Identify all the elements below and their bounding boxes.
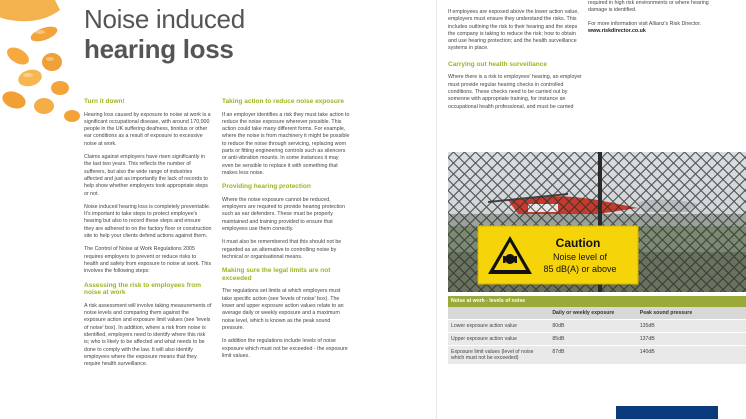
table-header-row	[448, 307, 746, 320]
sign-line-2: Noise level of	[552, 252, 608, 262]
paragraph: Where there is a risk to employees' hearing, an employer must provide regular hearing checks in controlled conditions. These checks need to be carried out by someone with appropriate training, for instance an occupational health professional, and must be carried	[448, 74, 582, 110]
paragraph: If an employer identifies a risk they must take action to reduce the noise exposure wherever possible. This action could take many different forms. For example, where the noise is from machinery it might be possible to reduce the noise through servicing, replacing worn parts or fitting engineering controls such as silencers or anti-vibration mounts. In some instances it may even be sensible to replace it with something that makes less noise.	[222, 111, 350, 176]
title-line-2: hearing loss	[84, 34, 234, 64]
table-cell: 80dB	[552, 323, 565, 329]
heading-assessing-risk: Assessing the risk to employees from noise at work	[84, 281, 202, 297]
heading-turn-it-down: Turn it down!	[84, 98, 125, 105]
table-row	[448, 346, 746, 365]
table-cell: 140dB	[639, 349, 655, 355]
heading-health-surveillance: Carrying out health surveillance	[448, 60, 547, 68]
table-cell: 137dB	[639, 336, 655, 342]
paragraph: The Control of Noise at Work Regulations 2005 requires employers to prevent or reduce risks to health and safety from exposure to noise at work. This involves the following steps:	[84, 246, 212, 275]
table-cell: 135dB	[639, 323, 655, 329]
riskdirector-link[interactable]: www.riskdirector.co.uk	[588, 27, 646, 34]
heading-taking-action: Taking action to reduce noise exposure	[222, 98, 344, 105]
paragraph: Where the noise exposure cannot be reduced, employers are required to provide hearing protection such as ear defenders. These must be properly maintained and training provided to ensure that employees use them correctly.	[222, 196, 346, 233]
page-fold	[436, 0, 437, 419]
earplugs-image	[0, 0, 80, 125]
column-3	[448, 9, 586, 117]
table-header-cell: Daily or weekly exposure	[552, 310, 615, 316]
caution-sign	[478, 226, 638, 284]
caution-sign-photo	[448, 152, 746, 292]
paragraph: If employees are exposed above the lower action value, employers must ensure they understand the risks. This includes outlining the risk to their hearing and the steps the company is taking to reduce the risk; how to obtain and use hearing protection; and the health surveillance systems in place.	[448, 9, 579, 52]
fence-photo	[448, 152, 746, 292]
column-1	[84, 98, 212, 374]
heading-legal-limits: Making sure the legal limits are not exceeded	[222, 267, 331, 282]
paragraph: A risk assessment will involve taking measurements of noise levels and comparing them against the exposure action and exposure limit values (see 'levels of noise' box). In addition, where a risk from noise is identified, employers need to identify where this risk is; who is likely to be affected and what needs to be done to comply with the law. It will also identify employees where the exposure means that they require health surveillance.	[84, 302, 212, 368]
paragraph: Claims against employers have risen significantly in the last two years. This reflects the number of sufferers, but also the wide range of industries affected and just as importantly the lack of records to help show whether employers took appropriate steps or not.	[84, 154, 208, 197]
paragraph: For more information visit Allianz's Risk Director.	[588, 20, 702, 27]
sign-title: Caution	[555, 236, 601, 250]
paragraph: The regulations set limits at which employers must take specific action (see 'levels of noise' box). The lower and upper exposure action values relate to an average daily or weekly exposure and a maximum noise level, which is known as the peak sound pressure.	[222, 288, 344, 331]
noise-levels-table	[448, 296, 746, 365]
table-cell: Exposure limit values (level of noise which must not be exceeded)	[451, 349, 534, 361]
table-header-cell: Peak sound pressure	[639, 310, 693, 316]
table-row	[448, 320, 746, 333]
paragraph: Noise induced hearing loss is completely preventable. It's important to take steps to protect employee's hearing but also to record these steps and ensure they are adhered to on the factory floor or construction site to help your clients defend actions against them.	[84, 203, 212, 240]
heading-hearing-protection: Providing hearing protection	[222, 183, 311, 191]
paragraph: Hearing loss caused by exposure to noise at work is a significant occupational disease, with around 170,000 people in the UK suffering deafness, tinnitus or other ear conditions as a result of exposure to excessive noise at work.	[84, 111, 211, 147]
table-row	[448, 333, 746, 346]
paragraph: In addition the regulations include levels of noise exposure which must not be exceeded - the exposure limit values.	[222, 338, 348, 359]
table-cell: Lower exposure action value	[451, 323, 518, 329]
table-cell: Upper exposure action value	[451, 336, 518, 342]
paragraph: It must also be remembered that this should not be regarded as an alternative to controlling noise by technical or organisational means.	[222, 239, 342, 260]
title-line-1: Noise induced	[84, 4, 245, 34]
brand-logo-bar	[616, 406, 718, 419]
column-2	[222, 98, 350, 366]
sign-line-3: 85 dB(A) or above	[543, 264, 617, 274]
table-cell: 87dB	[552, 349, 565, 355]
paragraph: required in high risk environments or where hearing damage is identified.	[588, 0, 709, 14]
table-header-cell	[448, 307, 549, 319]
table-cell: 85dB	[552, 336, 565, 342]
column-4	[588, 0, 718, 35]
table-title: Noise at work - levels of noise	[448, 296, 746, 307]
